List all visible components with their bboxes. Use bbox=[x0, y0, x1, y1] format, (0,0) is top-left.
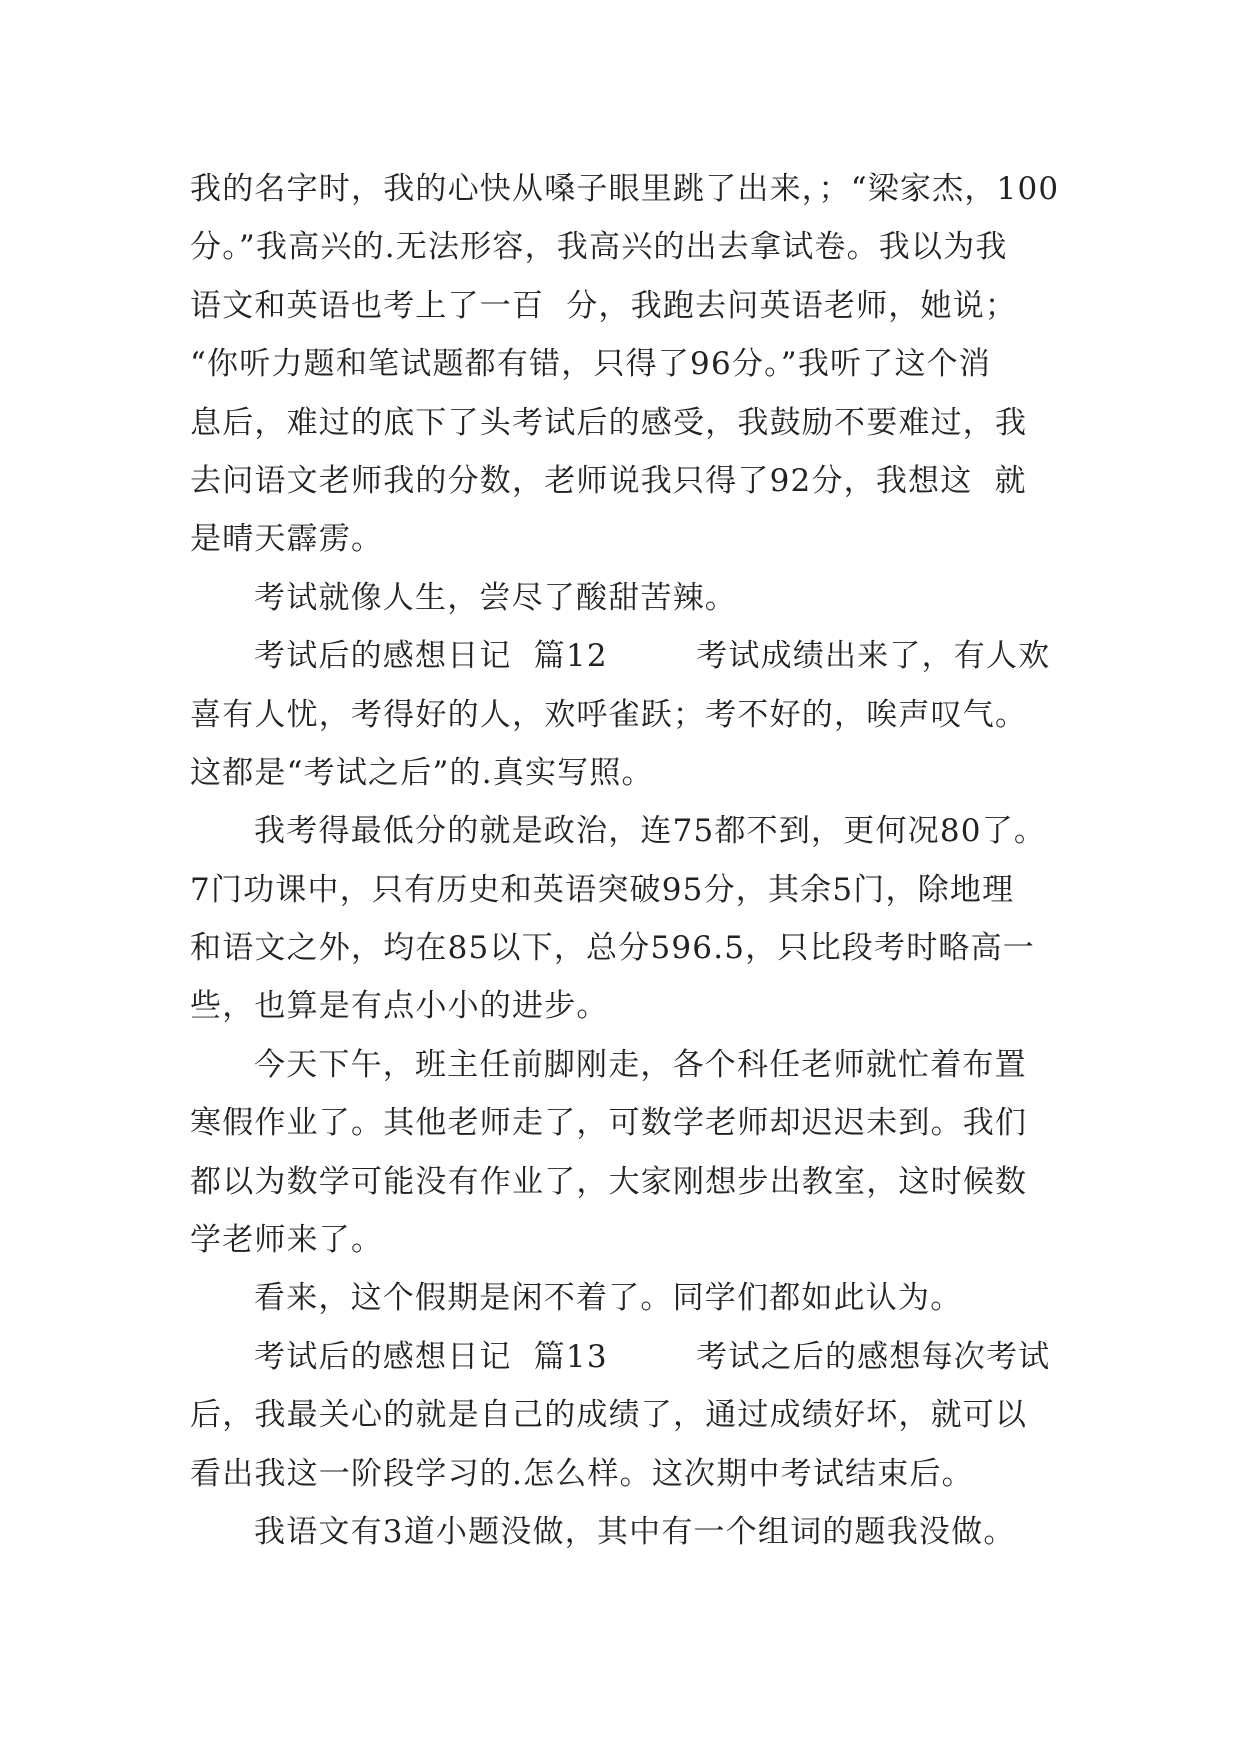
text-line: 考试后的感想日记 篇13 考试之后的感想每次考试 bbox=[254, 1338, 1051, 1375]
text-line: 都以为数学可能没有作业了，大家刚想步出教室，这时候数 bbox=[190, 1163, 1028, 1200]
text-line: 考试后的感想日记 篇12 考试成绩出来了，有人欢 bbox=[254, 638, 1051, 675]
text-line: 看来，这个假期是闲不着了。同学们都如此认为。 bbox=[254, 1280, 963, 1317]
body-text bbox=[190, 160, 1070, 1561]
text-line: 今天下午，班主任前脚刚走，各个科任老师就忙着布置 bbox=[254, 1046, 1027, 1083]
text-line: 寒假作业了。其他老师走了，可数学老师却迟迟未到。我们 bbox=[190, 1105, 1028, 1142]
text-line: 这都是“考试之后”的.真实写照。 bbox=[190, 754, 654, 791]
text-line: 分。”我高兴的.无法形容，我高兴的出去拿试卷。我以为我 bbox=[190, 229, 1008, 266]
text-line: 是晴天霹雳。 bbox=[190, 521, 384, 558]
text-line: 语文和英语也考上了一百 分，我跑去问英语老师，她说； bbox=[190, 287, 1018, 324]
text-line: 考试就像人生，尝尽了酸甜苦辣。 bbox=[254, 579, 737, 616]
text-line: 我的名字时，我的心快从嗓子眼里跳了出来，；“梁家杰，100 bbox=[190, 171, 1060, 207]
text-line: 我语文有3道小题没做，其中有一个组词的题我没做。 bbox=[254, 1513, 1016, 1550]
text-line: 息后，难过的底下了头考试后的感受，我鼓励不要难过，我 bbox=[190, 404, 1028, 441]
text-line: 7门功课中，只有历史和英语突破95分，其余5门，除地理 bbox=[190, 871, 1015, 908]
text-line: 去问语文老师我的分数，老师说我只得了92分，我想这 就 bbox=[190, 462, 1027, 499]
text-line: 喜有人忧，考得好的人，欢呼雀跃；考不好的，唉声叹气。 bbox=[190, 696, 1028, 733]
text-line: 学老师来了。 bbox=[190, 1222, 384, 1259]
text-line: 和语文之外，均在85以下，总分596.5，只比段考时略高一 bbox=[190, 930, 1035, 967]
text-line: 我考得最低分的就是政治，连75都不到，更何况80了。 bbox=[254, 813, 1047, 850]
text-line: 后，我最关心的就是自己的成绩了，通过成绩好坏，就可以 bbox=[190, 1397, 1028, 1434]
text-line: 看出我这一阶段学习的.怎么样。这次期中考试结束后。 bbox=[190, 1455, 974, 1492]
text-line: “你听力题和笔试题都有错，只得了96分。”我听了这个消 bbox=[190, 346, 992, 383]
text-line: 些，也算是有点小小的进步。 bbox=[190, 988, 609, 1025]
